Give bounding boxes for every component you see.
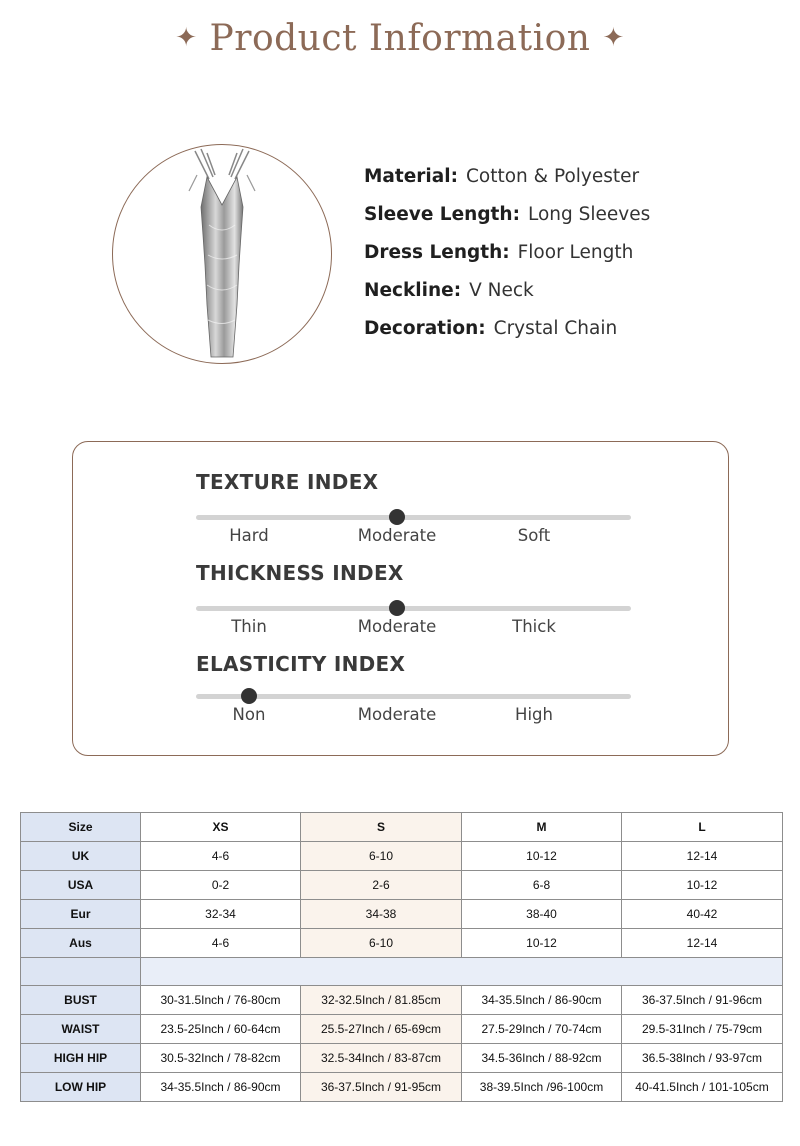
table-cell: 40-42: [622, 900, 783, 929]
texture-index-title: TEXTURE INDEX: [196, 470, 379, 494]
texture-label-mid: Moderate: [357, 526, 437, 545]
page-title: [0, 18, 800, 59]
dress-icon: [113, 145, 331, 363]
fabric-index-card: [72, 441, 729, 756]
table-cell: 27.5-29Inch / 70-74cm: [462, 1015, 622, 1044]
table-cell: LOW HIP: [21, 1073, 141, 1102]
table-cell: BUST: [21, 986, 141, 1015]
table-row: [21, 900, 783, 929]
product-attributes: [364, 160, 650, 350]
table-cell: UK: [21, 842, 141, 871]
elasticity-label-mid: Moderate: [357, 705, 437, 724]
table-row: [21, 871, 783, 900]
table-cell: 0-2: [141, 871, 301, 900]
table-row: [21, 842, 783, 871]
elasticity-index-knob: [241, 688, 257, 704]
table-cell: Size: [21, 813, 141, 842]
table-cell: WAIST: [21, 1015, 141, 1044]
elasticity-label-low: Non: [232, 705, 266, 724]
table-cell: Aus: [21, 929, 141, 958]
table-cell: 23.5-25Inch / 60-64cm: [141, 1015, 301, 1044]
table-cell: 25.5-27Inch / 65-69cm: [301, 1015, 462, 1044]
table-row: [21, 1044, 783, 1073]
table-cell: M: [462, 813, 622, 842]
table-cell: 4-6: [141, 929, 301, 958]
size-chart-table: [20, 812, 783, 1102]
table-spacer-row: [21, 958, 783, 986]
table-cell: XS: [141, 813, 301, 842]
table-header-row: [21, 813, 783, 842]
table-cell: HIGH HIP: [21, 1044, 141, 1073]
table-cell: 4-6: [141, 842, 301, 871]
table-cell: 6-10: [301, 929, 462, 958]
table-row: [21, 1015, 783, 1044]
thickness-index-track: [196, 606, 631, 611]
table-cell: 34.5-36Inch / 88-92cm: [462, 1044, 622, 1073]
spacer-cell: [141, 958, 783, 986]
table-cell: 34-35.5Inch / 86-90cm: [462, 986, 622, 1015]
table-row: [21, 986, 783, 1015]
table-cell: 34-38: [301, 900, 462, 929]
table-cell: 30-31.5Inch / 76-80cm: [141, 986, 301, 1015]
elasticity-index-track: [196, 694, 631, 699]
table-cell: 38-40: [462, 900, 622, 929]
table-cell: S: [301, 813, 462, 842]
thickness-index-title: THICKNESS INDEX: [196, 561, 404, 585]
attr-material: Material: Cotton & Polyester: [364, 166, 640, 187]
texture-index-track: [196, 515, 631, 520]
title-text: Product Information: [209, 18, 591, 59]
attr-decoration: Decoration: Crystal Chain: [364, 318, 618, 339]
table-cell: 32-34: [141, 900, 301, 929]
table-cell: L: [622, 813, 783, 842]
elasticity-index-title: ELASTICITY INDEX: [196, 652, 406, 676]
table-cell: 34-35.5Inch / 86-90cm: [141, 1073, 301, 1102]
product-photo: [112, 144, 332, 364]
table-cell: 10-12: [622, 871, 783, 900]
thickness-index-knob: [389, 600, 405, 616]
table-cell: 30.5-32Inch / 78-82cm: [141, 1044, 301, 1073]
elasticity-label-high: High: [515, 705, 553, 724]
thickness-label-mid: Moderate: [357, 617, 437, 636]
table-row: [21, 929, 783, 958]
attr-sleeve-length: Sleeve Length: Long Sleeves: [364, 204, 651, 225]
texture-label-high: Soft: [517, 526, 551, 545]
table-cell: 36.5-38Inch / 93-97cm: [622, 1044, 783, 1073]
table-cell: 10-12: [462, 929, 622, 958]
table-cell: 10-12: [462, 842, 622, 871]
table-cell: 32-32.5Inch / 81.85cm: [301, 986, 462, 1015]
thickness-label-high: Thick: [512, 617, 556, 636]
texture-label-low: Hard: [229, 526, 269, 545]
table-cell: 12-14: [622, 842, 783, 871]
attr-dress-length: Dress Length: Floor Length: [364, 242, 634, 263]
table-cell: 12-14: [622, 929, 783, 958]
table-cell: 6-8: [462, 871, 622, 900]
table-cell: 2-6: [301, 871, 462, 900]
attr-neckline: Neckline: V Neck: [364, 280, 534, 301]
table-cell: 38-39.5Inch /96-100cm: [462, 1073, 622, 1102]
table-row: [21, 1073, 783, 1102]
table-cell: 36-37.5Inch / 91-96cm: [622, 986, 783, 1015]
thickness-label-low: Thin: [231, 617, 267, 636]
table-cell: 40-41.5Inch / 101-105cm: [622, 1073, 783, 1102]
table-cell: USA: [21, 871, 141, 900]
sparkle-icon-right: ✦: [602, 23, 625, 53]
table-cell: 32.5-34Inch / 83-87cm: [301, 1044, 462, 1073]
table-cell: 29.5-31Inch / 75-79cm: [622, 1015, 783, 1044]
spacer-cell: [21, 958, 141, 986]
sparkle-icon-left: ✦: [175, 23, 198, 53]
table-cell: 6-10: [301, 842, 462, 871]
texture-index-knob: [389, 509, 405, 525]
table-cell: 36-37.5Inch / 91-95cm: [301, 1073, 462, 1102]
table-cell: Eur: [21, 900, 141, 929]
